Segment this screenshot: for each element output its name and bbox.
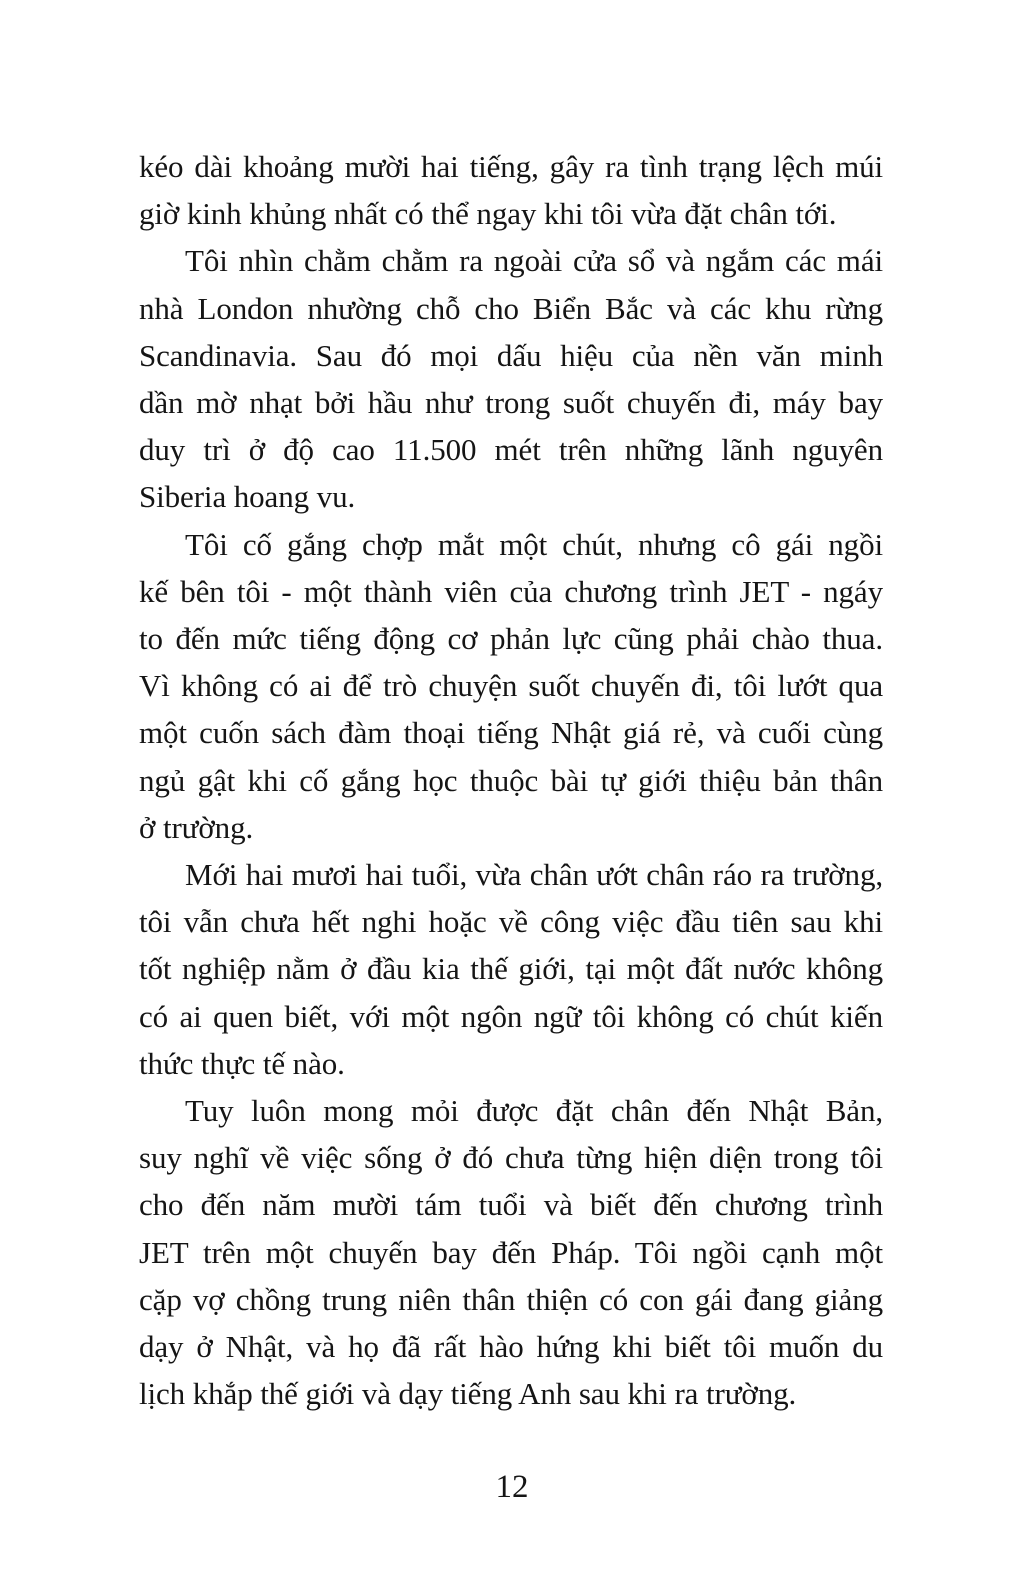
text-line: suy nghĩ về việc sống ở đó chưa từng hiện diện trong tôi [139,1140,883,1176]
text-line: kéo dài khoảng mười hai tiếng, gây ra tình trạng lệch múi [139,149,883,184]
text-line: có ai quen biết, với một ngôn ngữ tôi không có chút kiến [139,998,883,1034]
page-number: 12 [495,1469,529,1505]
text-line: tôi vẫn chưa hết nghi hoặc về công việc đầu tiên sau khi [139,904,883,940]
text-line: cặp vợ chồng trung niên thân thiện có con gái đang giảng [139,1281,883,1317]
text-line: Tuy luôn mong mỏi được đặt chân đến Nhật Bản, [185,1093,883,1129]
text-line: dạy ở Nhật, và họ đã rất hào hứng khi biết tôi muốn du [139,1329,883,1365]
text-line: Tôi cố gắng chợp mắt một chút, nhưng cô gái ngồi [185,526,883,562]
text-line: cho đến năm mười tám tuổi và biết đến chương trình [139,1187,883,1223]
text-line: dần mờ nhạt bởi hầu như trong suốt chuyến đi, máy bay [139,385,883,421]
text-line: nhà London nhường chỗ cho Biển Bắc và các khu rừng [139,290,883,326]
text-line: Scandinavia. Sau đó mọi dấu hiệu của nền văn minh [139,337,883,373]
body-text-block [139,143,883,1417]
text-line: kế bên tôi - một thành viên của chương trình JET - ngáy [139,573,883,609]
text-line: lịch khắp thế giới và dạy tiếng Anh sau khi ra trường. [139,1376,797,1412]
text-line: to đến mức tiếng động cơ phản lực cũng phải chào thua. [139,621,883,657]
text-line: thức thực tế nào. [139,1045,345,1081]
text-line: JET trên một chuyến bay đến Pháp. Tôi ngồi cạnh một [139,1234,883,1270]
text-line: một cuốn sách đàm thoại tiếng Nhật giá rẻ, và cuối cùng [139,715,883,751]
text-line: Vì không có ai để trò chuyện suốt chuyến đi, tôi lướt qua [139,668,883,704]
text-line: ngủ gật khi cố gắng học thuộc bài tự giới thiệu bản thân [139,762,883,798]
text-line: giờ kinh khủng nhất có thể ngay khi tôi vừa đặt chân tới. [139,196,837,232]
text-line: ở trường. [139,809,254,845]
page-footer [0,1469,1024,1506]
text-line: Mới hai mươi hai tuổi, vừa chân ướt chân ráo ra trường, [185,857,883,893]
text-line: Siberia hoang vu. [139,479,356,515]
text-line: Tôi nhìn chằm chằm ra ngoài cửa sổ và ngắm các mái [185,243,883,279]
text-line: duy trì ở độ cao 11.500 mét trên những lãnh nguyên [139,432,883,468]
text-line: tốt nghiệp nằm ở đầu kia thế giới, tại một đất nước không [139,951,883,987]
